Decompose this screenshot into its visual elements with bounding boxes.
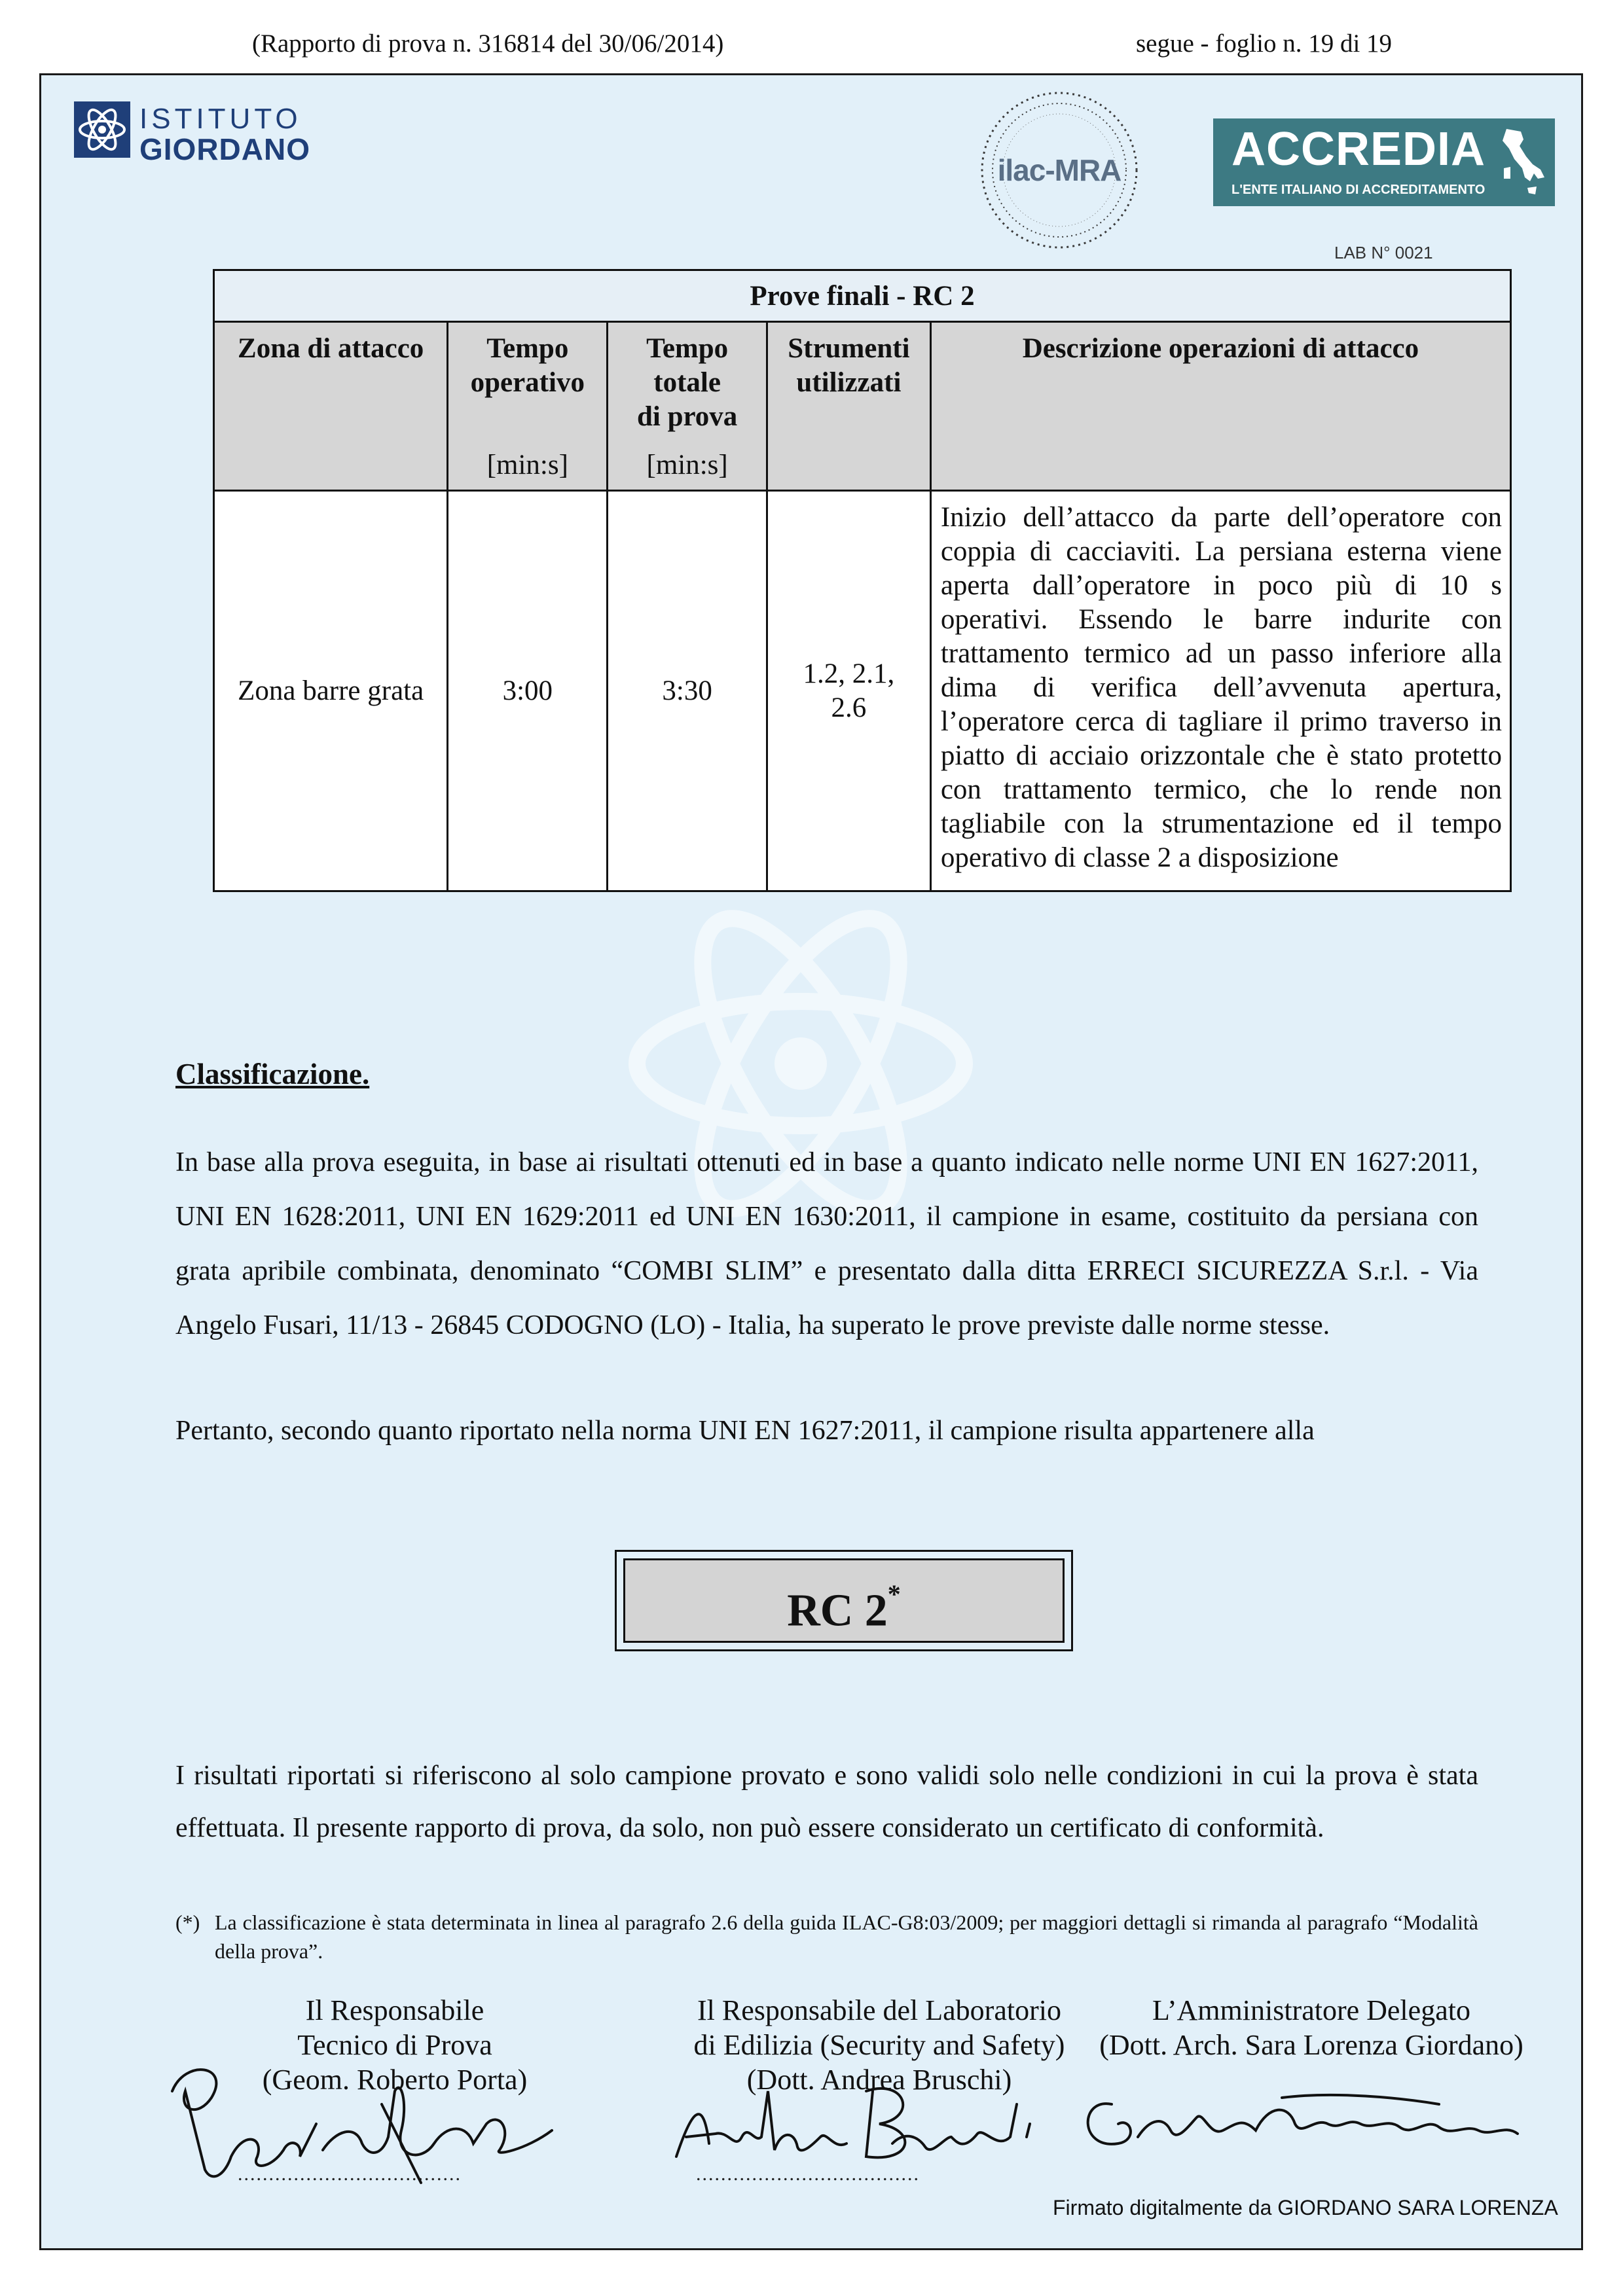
header-tempo-operativo bbox=[448, 322, 608, 491]
accredia-tagline: L'ENTE ITALIANO DI ACCREDITAMENTO bbox=[1231, 183, 1486, 197]
signature-role: Il Responsabile bbox=[305, 1994, 484, 2026]
header-tempo-totale-line2: totale bbox=[653, 367, 721, 398]
footnote-text: La classificazione è stata determinata in linea al paragrafo 2.6 della guida ILAC-G8:03/2009; per maggiori dettagli si rimanda al paragrafo “Modalità della prova”. bbox=[215, 1910, 1478, 1963]
page-frame bbox=[39, 73, 1583, 2250]
header-tempo-operativo-label: Tempo operativo bbox=[470, 333, 585, 398]
result-value: RC 2 bbox=[787, 1585, 888, 1636]
signature-role: Il Responsabile del Laboratorio bbox=[697, 1994, 1061, 2026]
signature-block-ceo bbox=[1063, 1993, 1560, 2062]
header-tempo-totale-line1: Tempo bbox=[646, 333, 729, 364]
header-tempo-totale bbox=[608, 322, 767, 491]
handwritten-signature-giordano bbox=[1072, 2078, 1531, 2170]
report-reference: (Rapporto di prova n. 316814 del 30/06/2014) bbox=[252, 29, 724, 58]
logo-line-giordano: GIORDANO bbox=[139, 132, 310, 166]
header-descrizione: Descrizione operazioni di attacco bbox=[930, 322, 1510, 491]
signature-person: (Dott. Arch. Sara Lorenza Giordano) bbox=[1099, 2029, 1523, 2061]
table-header-row bbox=[214, 322, 1511, 491]
table-title: Prove finali - RC 2 bbox=[214, 270, 1511, 322]
cell-descrizione: Inizio dell’attacco da parte dell’operatore con coppia di cacciaviti. La persiana esterna viene aperta dall’operatore in poco più di 10 s operativi. Essendo le barre indurite con trattamento termico ad un passo inferiore alla dima di verifica dell’avvenuta apertura, l’operatore cerca di tagliare il primo traverso in piatto di acciaio orizzontale che è stato protetto con trattamento termico, che lo rende non tagliabile con la strumentazione ed il tempo operativo di classe 2 a disposizione bbox=[930, 491, 1510, 891]
final-tests-table bbox=[213, 269, 1512, 892]
italy-map-icon bbox=[1495, 126, 1547, 198]
accredia-logo bbox=[1213, 118, 1555, 206]
header-tempo-operativo-unit: [min:s] bbox=[486, 450, 568, 480]
signature-role-detail: di Edilizia (Security and Safety) bbox=[693, 2029, 1065, 2061]
result-footnote-mark: * bbox=[887, 1579, 901, 1609]
classification-conclusion: Pertanto, secondo quanto riportato nella norma UNI EN 1627:2011, il campione risulta appartenere alla bbox=[175, 1416, 1315, 1446]
table-title-row bbox=[214, 270, 1511, 322]
classification-paragraph: In base alla prova eseguita, in base ai risultati ottenuti ed in base a quanto indicato nelle norme UNI EN 1627:2011, UNI EN 1628:2011, UNI EN 1629:2011 ed UNI EN 1630:2011, il campione in esame, costituito da persiana con grata apribile combinata, denominato “COMBI SLIM” e presentato dalla ditta ERRECI SICUREZZA S.r.l. - Via Angelo Fusari, 11/13 - 26845 CODOGNO (LO) - Italia, ha superato le prove previste dalle norme stesse. bbox=[175, 1147, 1478, 1340]
signature-person: (Geom. Roberto Porta) bbox=[262, 2064, 528, 2096]
handwritten-signature-bruschi bbox=[670, 2065, 1063, 2170]
header-tempo-totale-unit: [min:s] bbox=[646, 450, 728, 480]
signature-line: .................................... bbox=[238, 2163, 462, 2185]
signature-role: L’Amministratore Delegato bbox=[1152, 1994, 1470, 2026]
footnote-mark: (*) bbox=[175, 1910, 200, 1934]
ilac-mra-seal bbox=[971, 82, 1148, 259]
validity-statement: I risultati riportati si riferiscono al solo campione provato e sono validi solo nelle condizioni in cui la prova è stata effettuata. Il presente rapporto di prova, da solo, non può essere considerato un certificato di conformità. bbox=[175, 1761, 1478, 1843]
footnote bbox=[175, 1908, 1478, 1965]
cell-strumenti: 1.2, 2.1, 2.6 bbox=[767, 491, 930, 891]
classification-heading: Classificazione. bbox=[175, 1058, 370, 1090]
accredia-name: ACCREDIA bbox=[1231, 123, 1486, 175]
ilac-label: ilac-MRA bbox=[997, 153, 1122, 187]
signature-role-detail: Tecnico di Prova bbox=[297, 2029, 492, 2061]
atom-logo-icon bbox=[74, 101, 130, 158]
header-tempo-totale-line3: di prova bbox=[636, 401, 738, 432]
digital-signature-note: Firmato digitalmente da GIORDANO SARA LORENZA bbox=[1053, 2196, 1558, 2219]
lab-number: LAB N° 0021 bbox=[1334, 243, 1433, 262]
sheet-number: segue - foglio n. 19 di 19 bbox=[1136, 29, 1393, 58]
table-row bbox=[214, 491, 1511, 891]
classification-result bbox=[623, 1558, 1065, 1643]
signature-line: .................................... bbox=[696, 2163, 920, 2185]
cell-tempo-totale: 3:30 bbox=[608, 491, 767, 891]
cell-zona: Zona barre grata bbox=[214, 491, 448, 891]
header-zona: Zona di attacco bbox=[214, 322, 448, 491]
cell-tempo-operativo: 3:00 bbox=[448, 491, 608, 891]
handwritten-signature-porta bbox=[159, 2052, 591, 2196]
classification-result-box bbox=[615, 1550, 1073, 1651]
header-strumenti: Strumenti utilizzati bbox=[767, 322, 930, 491]
logo-line-istituto: ISTITUTO bbox=[139, 103, 302, 135]
signature-person: (Dott. Andrea Bruschi) bbox=[746, 2064, 1012, 2096]
